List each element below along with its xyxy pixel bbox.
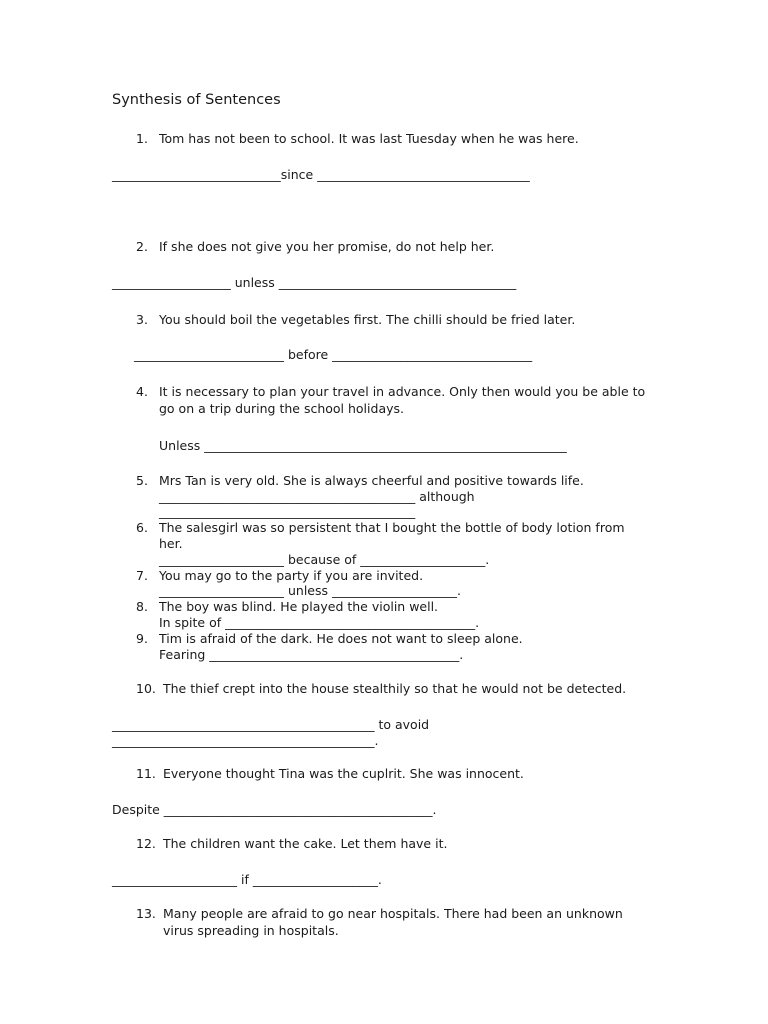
question-text: You may go to the party if you are invited. <box>159 568 424 583</box>
question-text: Tim is afraid of the dark. He does not want to sleep alone. <box>159 631 523 646</box>
item-number: 1. <box>136 131 148 146</box>
answer-line: ________________________ before ________________________________ <box>134 347 533 362</box>
answer-line: In spite of ________________________________________. <box>159 615 480 630</box>
question-text: Many people are afraid to go near hospitals. There had been an unknown <box>163 906 623 921</box>
item-number: 5. <box>136 473 148 488</box>
item-number: 12. <box>136 836 156 851</box>
item-number: 10. <box>136 681 156 696</box>
question-text: Tom has not been to school. It was last Tuesday when he was here. <box>159 131 579 146</box>
page-title: Synthesis of Sentences <box>112 92 281 108</box>
item-number: 3. <box>136 312 148 327</box>
answer-line: __________________________________________. <box>112 733 379 748</box>
question-text: It is necessary to plan your travel in advance. Only then would you be able to <box>159 384 646 399</box>
answer-line: Unless __________________________________________________________ <box>159 438 567 453</box>
question-text: The boy was blind. He played the violin well. <box>159 599 439 614</box>
question-text: If she does not give you her promise, do not help her. <box>159 239 495 254</box>
answer-line: ___________________ unless ______________________________________ <box>112 275 517 290</box>
item-number: 7. <box>136 568 148 583</box>
question-text: You should boil the vegetables first. The chilli should be fried later. <box>159 312 576 327</box>
item-number: 6. <box>136 520 148 535</box>
item-number: 11. <box>136 766 156 781</box>
question-text: her. <box>159 536 183 551</box>
question-text: The salesgirl was so persistent that I bought the bottle of body lotion from <box>159 520 625 535</box>
answer-line: __________________________________________ to avoid <box>112 717 430 732</box>
question-text: go on a trip during the school holidays. <box>159 401 404 416</box>
question-text: virus spreading in hospitals. <box>163 923 339 938</box>
answer-line: Fearing ________________________________________. <box>159 647 464 662</box>
item-number: 13. <box>136 906 156 921</box>
answer-line: Despite ___________________________________________. <box>112 802 437 817</box>
item-number: 4. <box>136 384 148 399</box>
item-number: 2. <box>136 239 148 254</box>
answer-line: _________________________________________ although <box>159 489 475 504</box>
answer-line: ___________________________since __________________________________ <box>112 167 530 182</box>
answer-line: _________________________________________ <box>159 504 416 519</box>
question-text: Everyone thought Tina was the cuplrit. She was innocent. <box>163 766 524 781</box>
item-number: 8. <box>136 599 148 614</box>
answer-line: ____________________ unless ____________________. <box>159 583 461 598</box>
item-number: 9. <box>136 631 148 646</box>
question-text: The children want the cake. Let them have it. <box>163 836 448 851</box>
question-text: The thief crept into the house stealthily so that he would not be detected. <box>163 681 627 696</box>
question-text: Mrs Tan is very old. She is always cheerful and positive towards life. <box>159 473 584 488</box>
answer-line: ____________________ because of ____________________. <box>159 552 490 567</box>
answer-line: ____________________ if ____________________. <box>112 872 382 887</box>
